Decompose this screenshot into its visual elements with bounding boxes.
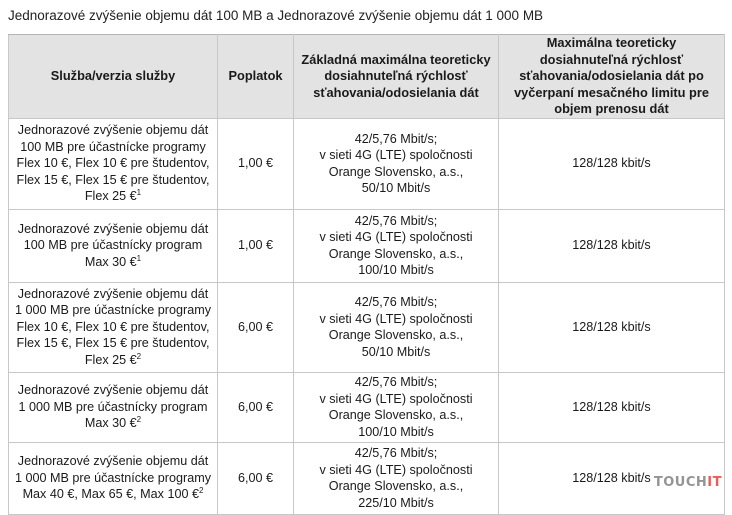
pricing-table <box>8 34 725 515</box>
limit-speed-cell: 128/128 kbit/s <box>499 282 725 372</box>
service-text: Jednorazové zvýšenie objemu dát 100 MB pre účastnícke programy Flex 10 €, Flex 10 € pre študentov, Flex 15 €, Flex 15 € pre študentov, Flex 25 € <box>16 123 210 204</box>
watermark-accent: IT <box>707 475 722 490</box>
footnote-marker: 2 <box>198 486 204 496</box>
fee-cell: 6,00 € <box>218 282 294 372</box>
service-cell <box>9 442 218 514</box>
service-text: Jednorazové zvýšenie objemu dát 1 000 MB pre účastnícky program Max 30 € <box>17 383 209 431</box>
table-row <box>9 372 725 442</box>
limit-speed-cell: 128/128 kbit/s <box>499 118 725 209</box>
base-speed-cell: 42/5,76 Mbit/s; v sieti 4G (LTE) spoločnosti Orange Slovensko, a.s., 50/10 Mbit/s <box>294 118 499 209</box>
table-row <box>9 118 725 209</box>
service-cell <box>9 372 218 442</box>
footnote-marker: 2 <box>136 415 142 425</box>
fee-cell: 1,00 € <box>218 118 294 209</box>
header-base-speed: Základná maximálna teoreticky dosiahnuteľná rýchlosť sťahovania/odosielania dát <box>294 35 499 119</box>
base-speed-cell: 42/5,76 Mbit/s; v sieti 4G (LTE) spoločnosti Orange Slovensko, a.s., 100/10 Mbit/s <box>294 372 499 442</box>
header-service: Služba/verzia služby <box>9 35 218 119</box>
base-speed-cell: 42/5,76 Mbit/s; v sieti 4G (LTE) spoločnosti Orange Slovensko, a.s., 225/10 Mbit/s <box>294 442 499 514</box>
table-row <box>9 282 725 372</box>
service-cell <box>9 282 218 372</box>
table-row <box>9 442 725 514</box>
base-speed-cell: 42/5,76 Mbit/s; v sieti 4G (LTE) spoločnosti Orange Slovensko, a.s., 50/10 Mbit/s <box>294 282 499 372</box>
limit-speed-cell: 128/128 kbit/s <box>499 372 725 442</box>
fee-cell: 6,00 € <box>218 372 294 442</box>
service-text: Jednorazové zvýšenie objemu dát 1 000 MB pre účastnícke programy Max 40 €, Max 65 €, Max 100 € <box>15 454 211 502</box>
table-header-row <box>9 35 725 119</box>
service-text: Jednorazové zvýšenie objemu dát 100 MB pre účastnícky program Max 30 € <box>17 221 209 269</box>
watermark-main: TOUCH <box>653 475 708 490</box>
limit-speed-cell: 128/128 kbit/s <box>499 442 725 514</box>
header-limit-speed: Maximálna teoreticky dosiahnuteľná rýchlosť sťahovania/odosielania dát po vyčerpaní mesačného limitu pre objem prenosu dát <box>499 35 725 119</box>
limit-speed-cell: 128/128 kbit/s <box>499 209 725 282</box>
service-text: Jednorazové zvýšenie objemu dát 1 000 MB pre účastnícke programy Flex 10 €, Flex 10 € pre študentov, Flex 15 €, Flex 15 € pre študentov, Flex 25 € <box>15 286 211 367</box>
watermark-logo <box>654 475 722 490</box>
table-caption: Jednorazové zvýšenie objemu dát 100 MB a Jednorazové zvýšenie objemu dát 1 000 MB <box>8 8 544 23</box>
footnote-marker: 1 <box>136 253 142 263</box>
base-speed-cell: 42/5,76 Mbit/s; v sieti 4G (LTE) spoločnosti Orange Slovensko, a.s., 100/10 Mbit/s <box>294 209 499 282</box>
fee-cell: 1,00 € <box>218 209 294 282</box>
fee-cell: 6,00 € <box>218 442 294 514</box>
service-cell <box>9 209 218 282</box>
table-row <box>9 209 725 282</box>
footnote-marker: 1 <box>136 188 142 198</box>
header-fee: Poplatok <box>218 35 294 119</box>
service-cell <box>9 118 218 209</box>
footnote-marker: 2 <box>136 351 142 361</box>
